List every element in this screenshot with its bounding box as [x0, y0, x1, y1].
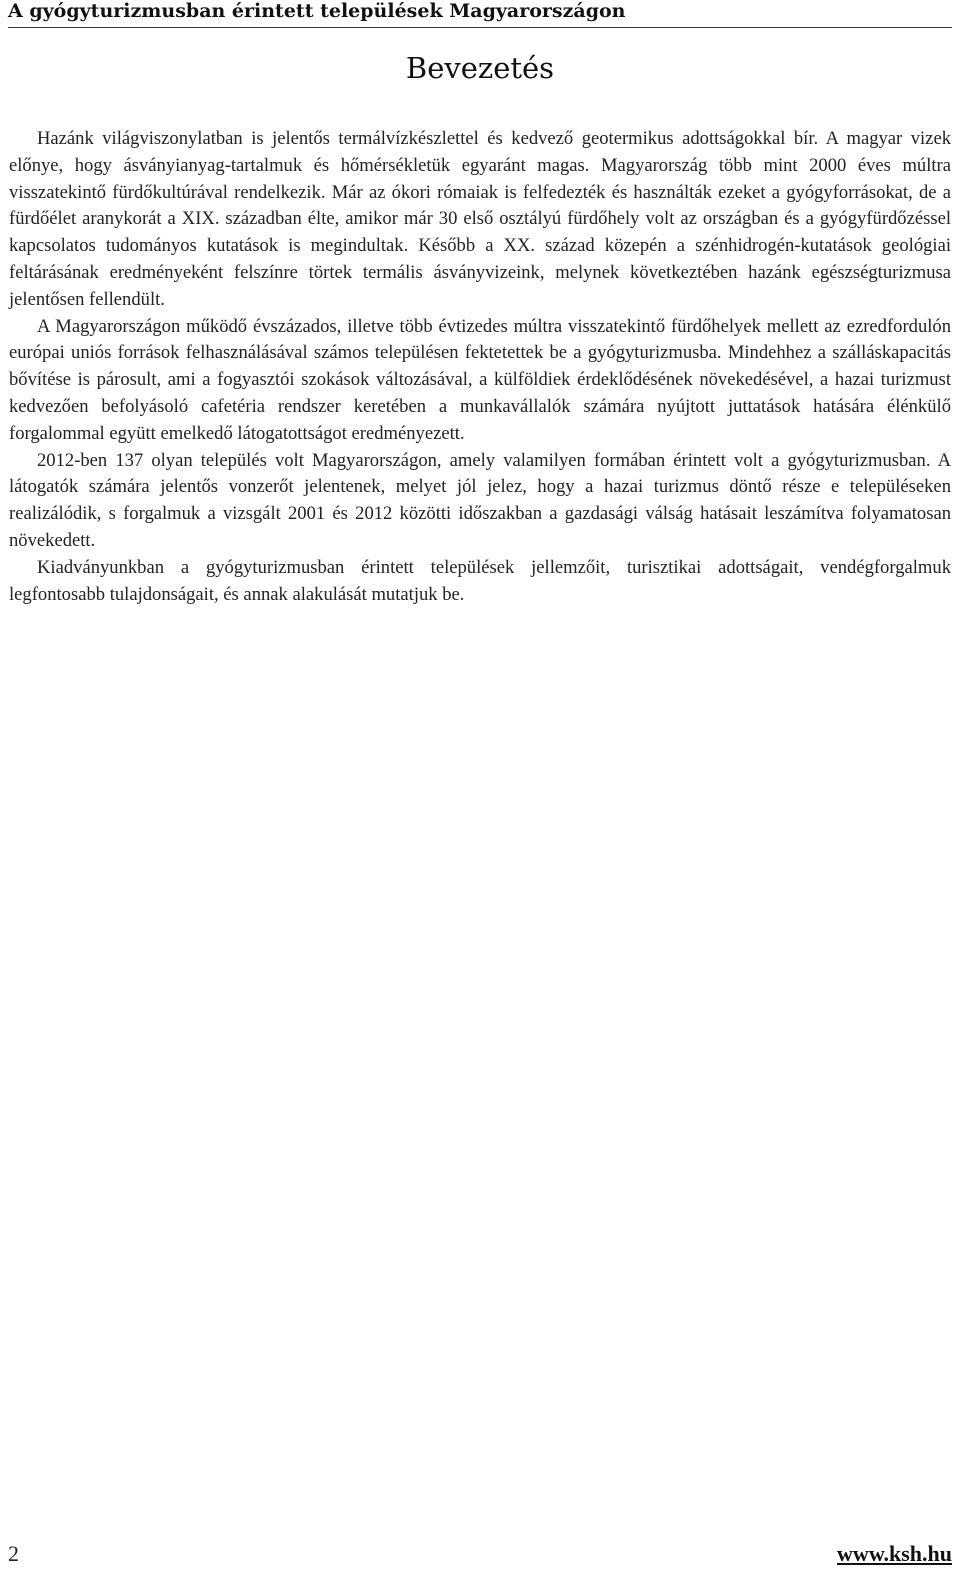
paragraph-investments: A Magyarországon működő évszázados, illetve több évtizedes múltra visszatekintő fürdőhelyek mellett az ezredfordulón európai uniós források felhasználásával számos településen fektetettek be a gyógyturizmusba. Mindehhez a szálláskapacitás bővítése is párosult, ami a fogyasztói szokások változásával, a külföldiek érdeklődésének növekedésével, a hazai turizmust kedvezően befolyásoló cafetéria rendszer keretében a munkavállalók számára nyújtott juttatások hatására élénkülő forgalommal együtt emelkedő látogatottságot eredményezett.: [9, 315, 951, 444]
body-text: [9, 126, 951, 608]
paragraph-publication-scope: Kiadványunkban a gyógyturizmusban érintett települések jellemzőit, turisztikai adottságait, vendégforgalmuk legfontosabb tulajdonságait, és annak alakulását mutatjuk be.: [9, 556, 951, 605]
page-number: 2: [8, 1541, 19, 1566]
paragraph-intro: Hazánk világviszonylatban is jelentős termálvízkészlettel és kedvező geotermikus adottságokkal bír. A magyar vizek előnye, hogy ásványianyag-tartalmuk és hőmérsékletük egyaránt magas. Magyarország több mint 2000 éves múltra visszatekintő fürdőkultúrával rendelkezik. Már az ókori rómaiak is felfedezték és használták ezeket a gyógyforrásokat, de a fürdőélet aranykorát a XIX. században élte, amikor már 30 első osztályú fürdőhely volt az országban és a gyógyfürdőzéssel kapcsolatos tudományos kutatások is megindultak. Később a XX. század közepén a szénhidrogén-kutatások geológiai feltárásának eredményeként felszínre törtek termális ásványvizeink, melynek következtében hazánk egészségturizmusa jelentősen fellendült.: [9, 128, 951, 310]
website-link[interactable]: www.ksh.hu: [837, 1541, 952, 1566]
paragraph-settlements-2012: 2012-ben 137 olyan település volt Magyarországon, amely valamilyen formában érintett volt a gyógyturizmusban. A látogatók számára jelentős vonzerőt jelentenek, melyet jól jelez, hogy a hazai turizmus döntő része e településeken realizálódik, s forgalmuk a vizsgált 2001 és 2012 közötti időszakban a gazdasági válság hatásait leszámítva folyamatosan növekedett.: [9, 449, 951, 551]
running-header: A gyógyturizmusban érintett települések Magyarországon: [8, 0, 952, 28]
page-title: Bevezetés: [405, 51, 555, 85]
